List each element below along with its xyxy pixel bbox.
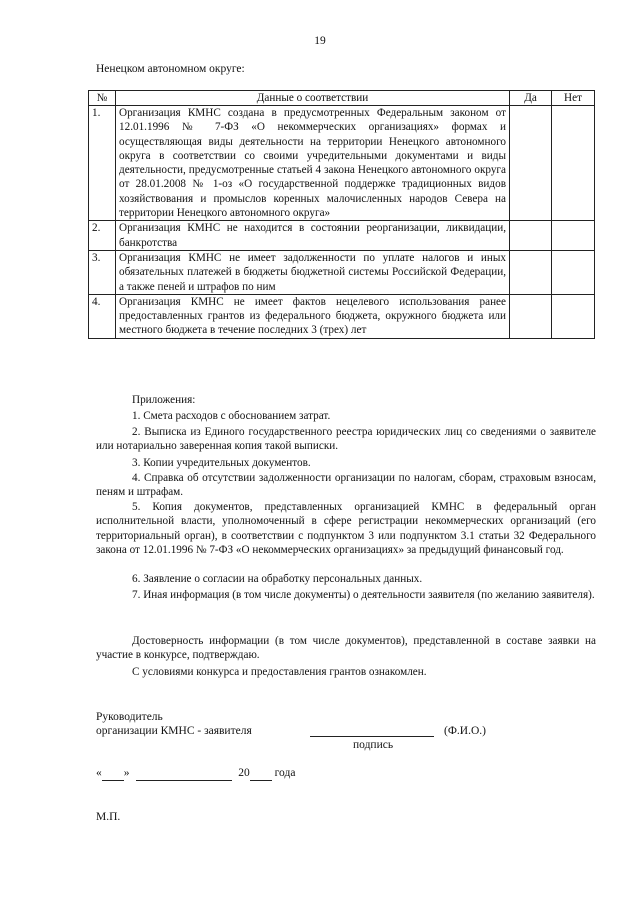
no-cell[interactable] bbox=[552, 294, 595, 338]
signer-org: организации КМНС - заявителя bbox=[96, 725, 252, 737]
row-text: Организация КМНС не имеет фактов нецелевого использования ранее предоставленных грантов из федерального бюджета, окружного бюджета или местного бюджета в течение последних 3 (трех) лет bbox=[116, 294, 510, 338]
header-no: Нет bbox=[552, 91, 595, 106]
year-prefix: 20 bbox=[238, 767, 250, 779]
date-close-quote: » bbox=[123, 767, 130, 779]
header-number: № bbox=[89, 91, 116, 106]
table-row bbox=[89, 106, 595, 221]
confirmation-text: Достоверность информации (в том числе документов), представленной в составе заявки на участие в конкурсе, подтверждаю. bbox=[96, 635, 596, 662]
no-cell[interactable] bbox=[552, 250, 595, 294]
row-number: 4. bbox=[89, 294, 116, 338]
day-blank[interactable] bbox=[102, 766, 124, 781]
attachment-item: 7. Иная информация (в том числе документы) о деятельности заявителя (по желанию заявителя). bbox=[132, 589, 595, 601]
header-yes: Да bbox=[510, 91, 552, 106]
page-number: 19 bbox=[314, 35, 326, 47]
date-open-quote: « bbox=[96, 767, 102, 779]
row-text: Организация КМНС создана в предусмотренных Федеральным законом от 12.01.1996 № 7-ФЗ «О некоммерческих организациях» формах и осуществляющая виды деятельности на территории Ненецкого автономного округа в соответствии со своими учредительными документами и виды деятельности, предусмотренные статьей 4 закона Ненецкого автономного округа от 28.01.2008 № 1-оз «О государственной поддержке традиционных видов хозяйствования и промыслов коренных малочисленных народов Севера на территории Ненецкого автономного округа» bbox=[116, 106, 510, 221]
attachment-item: 5. Копия документов, представленных организацией КМНС в федеральный орган исполнительной власти, уполномоченный в сфере регистрации некоммерческих организаций (его территориальный орган), в соответствии с подпунктом 3 или подпунктом 3.1 статьи 32 Федерального закона от 12.01.1996 № 7-ФЗ «О некоммерческих организациях» за предыдущий финансовый год. bbox=[96, 501, 596, 556]
month-blank[interactable] bbox=[136, 766, 232, 781]
signature-line[interactable] bbox=[310, 736, 434, 737]
attachment-item: 1. Смета расходов с обоснованием затрат. bbox=[132, 410, 331, 422]
no-cell[interactable] bbox=[552, 221, 595, 251]
header-data: Данные о соответствии bbox=[116, 91, 510, 106]
year-suffix: года bbox=[274, 767, 296, 779]
year-blank[interactable] bbox=[250, 766, 272, 781]
table-row bbox=[89, 221, 595, 251]
signature-caption: подпись bbox=[353, 739, 394, 751]
row-text: Организация КМНС не находится в состоянии реорганизации, ликвидации, банкротства bbox=[116, 221, 510, 251]
row-number: 1. bbox=[89, 106, 116, 221]
fio-label: (Ф.И.О.) bbox=[444, 725, 486, 737]
row-number: 2. bbox=[89, 221, 116, 251]
signer-role: Руководитель bbox=[96, 711, 163, 723]
table-row bbox=[89, 294, 595, 338]
stamp-place: М.П. bbox=[96, 811, 121, 823]
yes-cell[interactable] bbox=[510, 106, 552, 221]
attachment-item: 6. Заявление о согласии на обработку персональных данных. bbox=[132, 573, 423, 585]
eligibility-table bbox=[88, 90, 595, 339]
attachment-item: 4. Справка об отсутствии задолженности организации по налогам, сборам, страховым взносам, пеням и штрафам. bbox=[96, 472, 596, 499]
attachments-heading: Приложения: bbox=[132, 394, 196, 406]
row-text: Организация КМНС не имеет задолженности по уплате налогов и иных обязательных платежей в бюджеты бюджетной системы Российской Федерации, а также пеней и штрафов по ним bbox=[116, 250, 510, 294]
intro-text: Ненецком автономном округе: bbox=[96, 63, 245, 75]
attachment-item: 2. Выписка из Единого государственного реестра юридических лиц со сведениями о заявителе или нотариально заверенная копия такой выписки. bbox=[96, 426, 596, 453]
table-row bbox=[89, 250, 595, 294]
yes-cell[interactable] bbox=[510, 250, 552, 294]
attachment-item: 3. Копии учредительных документов. bbox=[132, 457, 311, 469]
acknowledgment-text: С условиями конкурса и предоставления грантов ознакомлен. bbox=[132, 666, 427, 678]
date-line bbox=[96, 766, 295, 781]
table-header-row bbox=[89, 91, 595, 106]
yes-cell[interactable] bbox=[510, 294, 552, 338]
no-cell[interactable] bbox=[552, 106, 595, 221]
yes-cell[interactable] bbox=[510, 221, 552, 251]
row-number: 3. bbox=[89, 250, 116, 294]
